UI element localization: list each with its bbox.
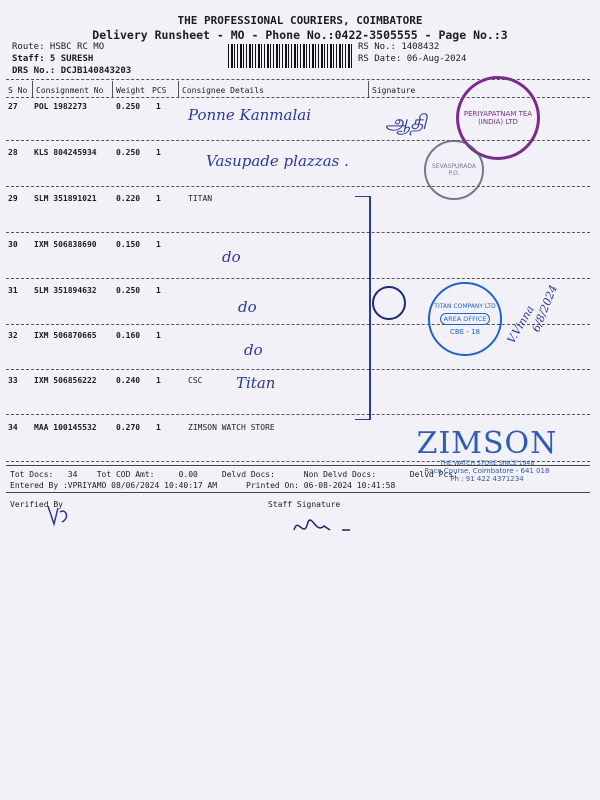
row-consignee: ZIMSON WATCH STORE [188, 423, 275, 432]
row-weight: 0.150 [116, 240, 141, 249]
company-title: THE PROFESSIONAL COURIERS, COIMBATORE [177, 14, 423, 27]
row-sno: 29 [8, 194, 18, 203]
signature-name: V.Vinna [504, 303, 537, 346]
row-consignment: IXM 506838690 [34, 240, 97, 249]
row-pcs: 1 [156, 376, 161, 385]
staff-signature [290, 512, 360, 542]
zimson-address: Race Course, Coimbatore - 641 018 [424, 467, 550, 475]
row-weight: 0.250 [116, 148, 141, 157]
row-weight: 0.220 [116, 194, 141, 203]
row-consignment: KLS 804245934 [34, 148, 97, 157]
row-weight: 0.160 [116, 331, 141, 340]
row-sno: 28 [8, 148, 18, 157]
row-pcs: 1 [156, 286, 161, 295]
row-divider [6, 369, 590, 370]
col-line [112, 81, 113, 97]
titan-stamp-office: AREA OFFICE [440, 313, 491, 325]
row-handwriting: do [238, 298, 257, 316]
row-sno: 34 [8, 423, 18, 432]
handwritten-bracket [355, 196, 371, 420]
drs-number: DRS No.: DCJB140843203 [12, 66, 132, 76]
col-line [368, 81, 369, 97]
staff-signature-label: Staff Signature [268, 500, 341, 509]
row-pcs: 1 [156, 423, 161, 432]
row-consignment: SLM 351891021 [34, 194, 97, 203]
row-pcs: 1 [156, 194, 161, 203]
row-sno: 30 [8, 240, 18, 249]
staff-label: Staff: 5 SURESH [12, 54, 94, 64]
row-divider [6, 278, 590, 279]
row-weight: 0.250 [116, 286, 141, 295]
row-pcs: 1 [156, 148, 161, 157]
titan-stamp-name: TITAN COMPANY LTD [434, 302, 496, 310]
row-consignment: MAA 100145532 [34, 423, 97, 432]
route-label: Route: HSBC RC MO [12, 42, 105, 52]
col-signature: Signature [372, 86, 416, 95]
row-pcs: 1 [156, 240, 161, 249]
row-sno: 31 [8, 286, 18, 295]
rs-date: RS Date: 06-Aug-2024 [358, 54, 467, 64]
row-sno: 33 [8, 376, 18, 385]
row-handwriting: do [222, 248, 241, 266]
zimson-brand: ZIMSON [416, 426, 558, 461]
row-divider [6, 324, 590, 325]
row-weight: 0.250 [116, 102, 141, 111]
zimson-phone: Ph : 91 422 4371234 [450, 475, 524, 483]
row-pcs: 1 [156, 102, 161, 111]
rs-number: RS No.: 1408432 [358, 42, 440, 52]
col-weight: Weight [116, 86, 145, 95]
row-consignment: IXM 506870665 [34, 331, 97, 340]
row-handwriting: Vasupade plazzas . [206, 152, 349, 170]
signature-date: 6/8/2024 [529, 283, 560, 334]
totals-line: Tot Docs: 34 Tot COD Amt: 0.00 Delvd Docs: Non Delvd Docs: Delvd Pcs: [10, 470, 458, 479]
row-sno: 32 [8, 331, 18, 340]
row-pcs: 1 [156, 331, 161, 340]
row-consignee: CSC [188, 376, 203, 385]
row-handwriting: Ponne Kanmalai [188, 106, 311, 124]
footer-divider [6, 465, 590, 466]
col-sno: S No [8, 86, 28, 95]
circled-mark [372, 286, 406, 320]
row-handwriting: do [244, 341, 263, 359]
footer-divider [6, 492, 590, 493]
col-consignment: Consignment No [36, 86, 104, 95]
row-divider [6, 232, 590, 233]
entered-line: Entered By :VPRIYAMO 08/06/2024 10:40:17 AM Printed On: 06-08-2024 10:41:58 [10, 481, 396, 490]
col-pcs: PCS [152, 86, 167, 95]
titan-stamp [428, 282, 502, 356]
row-weight: 0.270 [116, 423, 141, 432]
titan-stamp-code: CBE - 18 [450, 327, 480, 336]
col-consignee: Consignee Details [182, 86, 264, 95]
row-weight: 0.240 [116, 376, 141, 385]
row-consignment: IXM 506856222 [34, 376, 97, 385]
purple-round-stamp: PERIYAPATNAM TEA (INDIA) LTD [456, 76, 540, 160]
row-divider [6, 414, 590, 415]
row-consignment: POL 1982273 [34, 102, 87, 111]
col-line [178, 81, 179, 97]
runsheet-subtitle: Delivery Runsheet - MO - Phone No.:0422-3505555 - Page No.:3 [92, 28, 508, 42]
row-consignment: SLM 351894632 [34, 286, 97, 295]
row-handwriting: Titan [236, 374, 276, 392]
verified-signature [44, 502, 74, 528]
row-divider [6, 186, 590, 187]
signature-27: ஆதி [385, 110, 427, 134]
barcode [228, 44, 352, 68]
row-consignee: TITAN [188, 194, 213, 203]
blue-round-stamp: SEVASPURADA P.O. [424, 140, 484, 200]
col-line [32, 81, 33, 97]
zimson-tagline: THE WATCH STORE SINCE 1948 [439, 460, 535, 467]
verified-by-label: Verified By [10, 500, 63, 509]
row-sno: 27 [8, 102, 18, 111]
